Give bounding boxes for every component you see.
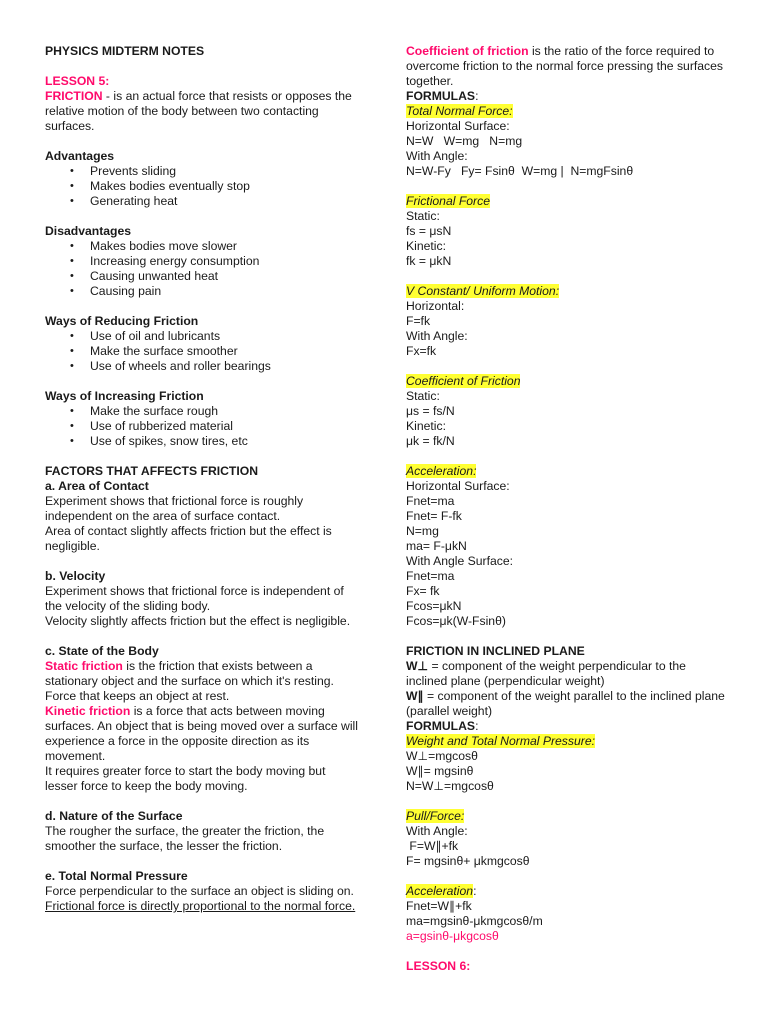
underlined-statement: Frictional force is directly proportional to the normal force. <box>45 899 356 913</box>
w-perp-symbol: W⊥ <box>406 659 429 673</box>
list-item: • Generating heat <box>45 194 360 209</box>
formula-line: Fnet= F-fk <box>406 509 462 523</box>
formula-line: With Angle: <box>406 149 468 163</box>
pull-force-heading: Pull/Force: <box>406 809 465 823</box>
factor-c-heading: c. State of the Body <box>45 644 159 658</box>
disadvantages-heading: Disadvantages <box>45 224 132 238</box>
formula-line: fs = μsN <box>406 224 452 238</box>
formula-line: Fnet=ma <box>406 569 455 583</box>
formula-line: Horizontal Surface: <box>406 119 510 133</box>
formula-line: W∥= mgsinθ <box>406 764 474 778</box>
list-item: • Use of wheels and roller bearings <box>45 359 360 374</box>
increasing-heading: Ways of Increasing Friction <box>45 389 204 403</box>
static-friction-paragraph: Static friction is the friction that exists between a stationary object and the surface on which it's resting. Force that keeps an object at rest. <box>45 659 334 703</box>
friction-definition: FRICTION - is an actual force that resists or opposes the relative motion of the body between two contacting surfaces. <box>45 89 352 133</box>
list-item: • Use of spikes, snow tires, etc <box>45 434 360 449</box>
reducing-heading: Ways of Reducing Friction <box>45 314 199 328</box>
list-item: • Makes bodies move slower <box>45 239 360 254</box>
formula-line: Fnet=ma <box>406 494 455 508</box>
factor-d-heading: d. Nature of the Surface <box>45 809 183 823</box>
friction-term: FRICTION <box>45 89 103 103</box>
formula-line: With Angle: <box>406 329 468 343</box>
list-item: • Use of oil and lubricants <box>45 329 360 344</box>
right-column <box>406 44 726 974</box>
formula-line: N=W-Fy Fy= Fsinθ W=mg | N=mgFsinθ <box>406 164 634 178</box>
formula-line: μk = fk/N <box>406 434 455 448</box>
formula-line: N=W⊥=mgcosθ <box>406 779 494 793</box>
kinetic-friction-term: Kinetic friction <box>45 704 131 718</box>
formula-line: With Angle Surface: <box>406 554 514 568</box>
formula-line: fk = μkN <box>406 254 452 268</box>
formula-line: ma=mgsinθ-μkmgcosθ/m <box>406 914 543 928</box>
formula-line: μs = fs/N <box>406 404 455 418</box>
increasing-list <box>45 404 360 449</box>
factor-b-heading: b. Velocity <box>45 569 106 583</box>
formula-line: Kinetic: <box>406 239 446 253</box>
formula-line: Horizontal: <box>406 299 465 313</box>
formulas-heading: FORMULAS: <box>406 719 479 733</box>
list-item: • Increasing energy consumption <box>45 254 360 269</box>
frictional-force-heading: Frictional Force <box>406 194 490 208</box>
factor-e-heading: e. Total Normal Pressure <box>45 869 188 883</box>
formula-line: Fcos=μk(W-Fsinθ) <box>406 614 506 628</box>
paragraph: Area of contact slightly affects friction but the effect is negligible. <box>45 524 332 553</box>
paragraph: The rougher the surface, the greater the friction, the smoother the surface, the lesser the friction. <box>45 824 325 853</box>
acceleration-result: a=gsinθ-μkgcosθ <box>406 929 499 943</box>
v-constant-heading: V Constant/ Uniform Motion: <box>406 284 560 298</box>
list-item: • Make the surface smoother <box>45 344 360 359</box>
formula-line: Kinetic: <box>406 419 446 433</box>
acceleration-heading: Acceleration: <box>406 464 477 478</box>
formula-line: N=W W=mg N=mg <box>406 134 523 148</box>
w-par-symbol: W∥ <box>406 689 424 703</box>
w-perp-definition: W⊥ = component of the weight perpendicular to the inclined plane (perpendicular weight) <box>406 659 686 688</box>
formula-line: ma= F-μkN <box>406 539 467 553</box>
weight-normal-pressure-heading: Weight and Total Normal Pressure: <box>406 734 595 748</box>
formula-line: F=W∥+fk <box>406 839 459 853</box>
formulas-heading: FORMULAS: <box>406 89 479 103</box>
formula-line: Fx=fk <box>406 344 437 358</box>
list-item: • Causing unwanted heat <box>45 269 360 284</box>
kinetic-friction-paragraph: Kinetic friction is a force that acts between moving surfaces. An object that is being moved over a surface will experience a force in the opposite direction as its movement. <box>45 704 358 763</box>
page-title: PHYSICS MIDTERM NOTES <box>45 44 205 58</box>
formula-line: Static: <box>406 209 440 223</box>
paragraph: Force perpendicular to the surface an object is sliding on. <box>45 884 354 898</box>
advantages-heading: Advantages <box>45 149 115 163</box>
formula-line: Horizontal Surface: <box>406 479 510 493</box>
formula-line: With Angle: <box>406 824 468 838</box>
reducing-list <box>45 329 360 374</box>
formula-line: F= mgsinθ+ μkmgcosθ <box>406 854 530 868</box>
formula-line: Fx= fk <box>406 584 440 598</box>
lesson-6-heading: LESSON 6: <box>406 959 471 973</box>
lesson-5-heading: LESSON 5: <box>45 74 110 88</box>
paragraph: Velocity slightly affects friction but the effect is negligible. <box>45 614 351 628</box>
coefficient-term: Coefficient of friction <box>406 44 529 58</box>
formula-line: Fnet=W∥+fk <box>406 899 472 913</box>
list-item: • Make the surface rough <box>45 404 360 419</box>
paragraph: Experiment shows that frictional force is roughly independent on the area of surface contact. <box>45 494 304 523</box>
w-par-definition: W∥ = component of the weight parallel to the inclined plane (parallel weight) <box>406 689 725 718</box>
list-item: • Makes bodies eventually stop <box>45 179 360 194</box>
coefficient-definition: Coefficient of friction is the ratio of the force required to overcome friction to the normal force pressing the surfaces together. <box>406 44 724 88</box>
acceleration-incline-heading: Acceleration: <box>406 884 477 898</box>
coefficient-of-friction-heading: Coefficient of Friction <box>406 374 521 388</box>
left-column <box>45 44 360 914</box>
formula-line: Fcos=μkN <box>406 599 462 613</box>
formula-line: N=mg <box>406 524 439 538</box>
total-normal-force-heading: Total Normal Force: <box>406 104 513 118</box>
factor-a-heading: a. Area of Contact <box>45 479 149 493</box>
formula-line: W⊥=mgcosθ <box>406 749 478 763</box>
paragraph: Experiment shows that frictional force is independent of the velocity of the sliding body. <box>45 584 344 613</box>
paragraph: It requires greater force to start the body moving but lesser force to keep the body moving. <box>45 764 326 793</box>
factors-heading: FACTORS THAT AFFECTS FRICTION <box>45 464 259 478</box>
disadvantages-list <box>45 239 360 299</box>
list-item: • Prevents sliding <box>45 164 360 179</box>
list-item: • Causing pain <box>45 284 360 299</box>
list-item: • Use of rubberized material <box>45 419 360 434</box>
static-friction-term: Static friction <box>45 659 123 673</box>
incline-heading: FRICTION IN INCLINED PLANE <box>406 644 585 658</box>
formula-line: Static: <box>406 389 440 403</box>
formula-line: F=fk <box>406 314 431 328</box>
advantages-list <box>45 164 360 209</box>
